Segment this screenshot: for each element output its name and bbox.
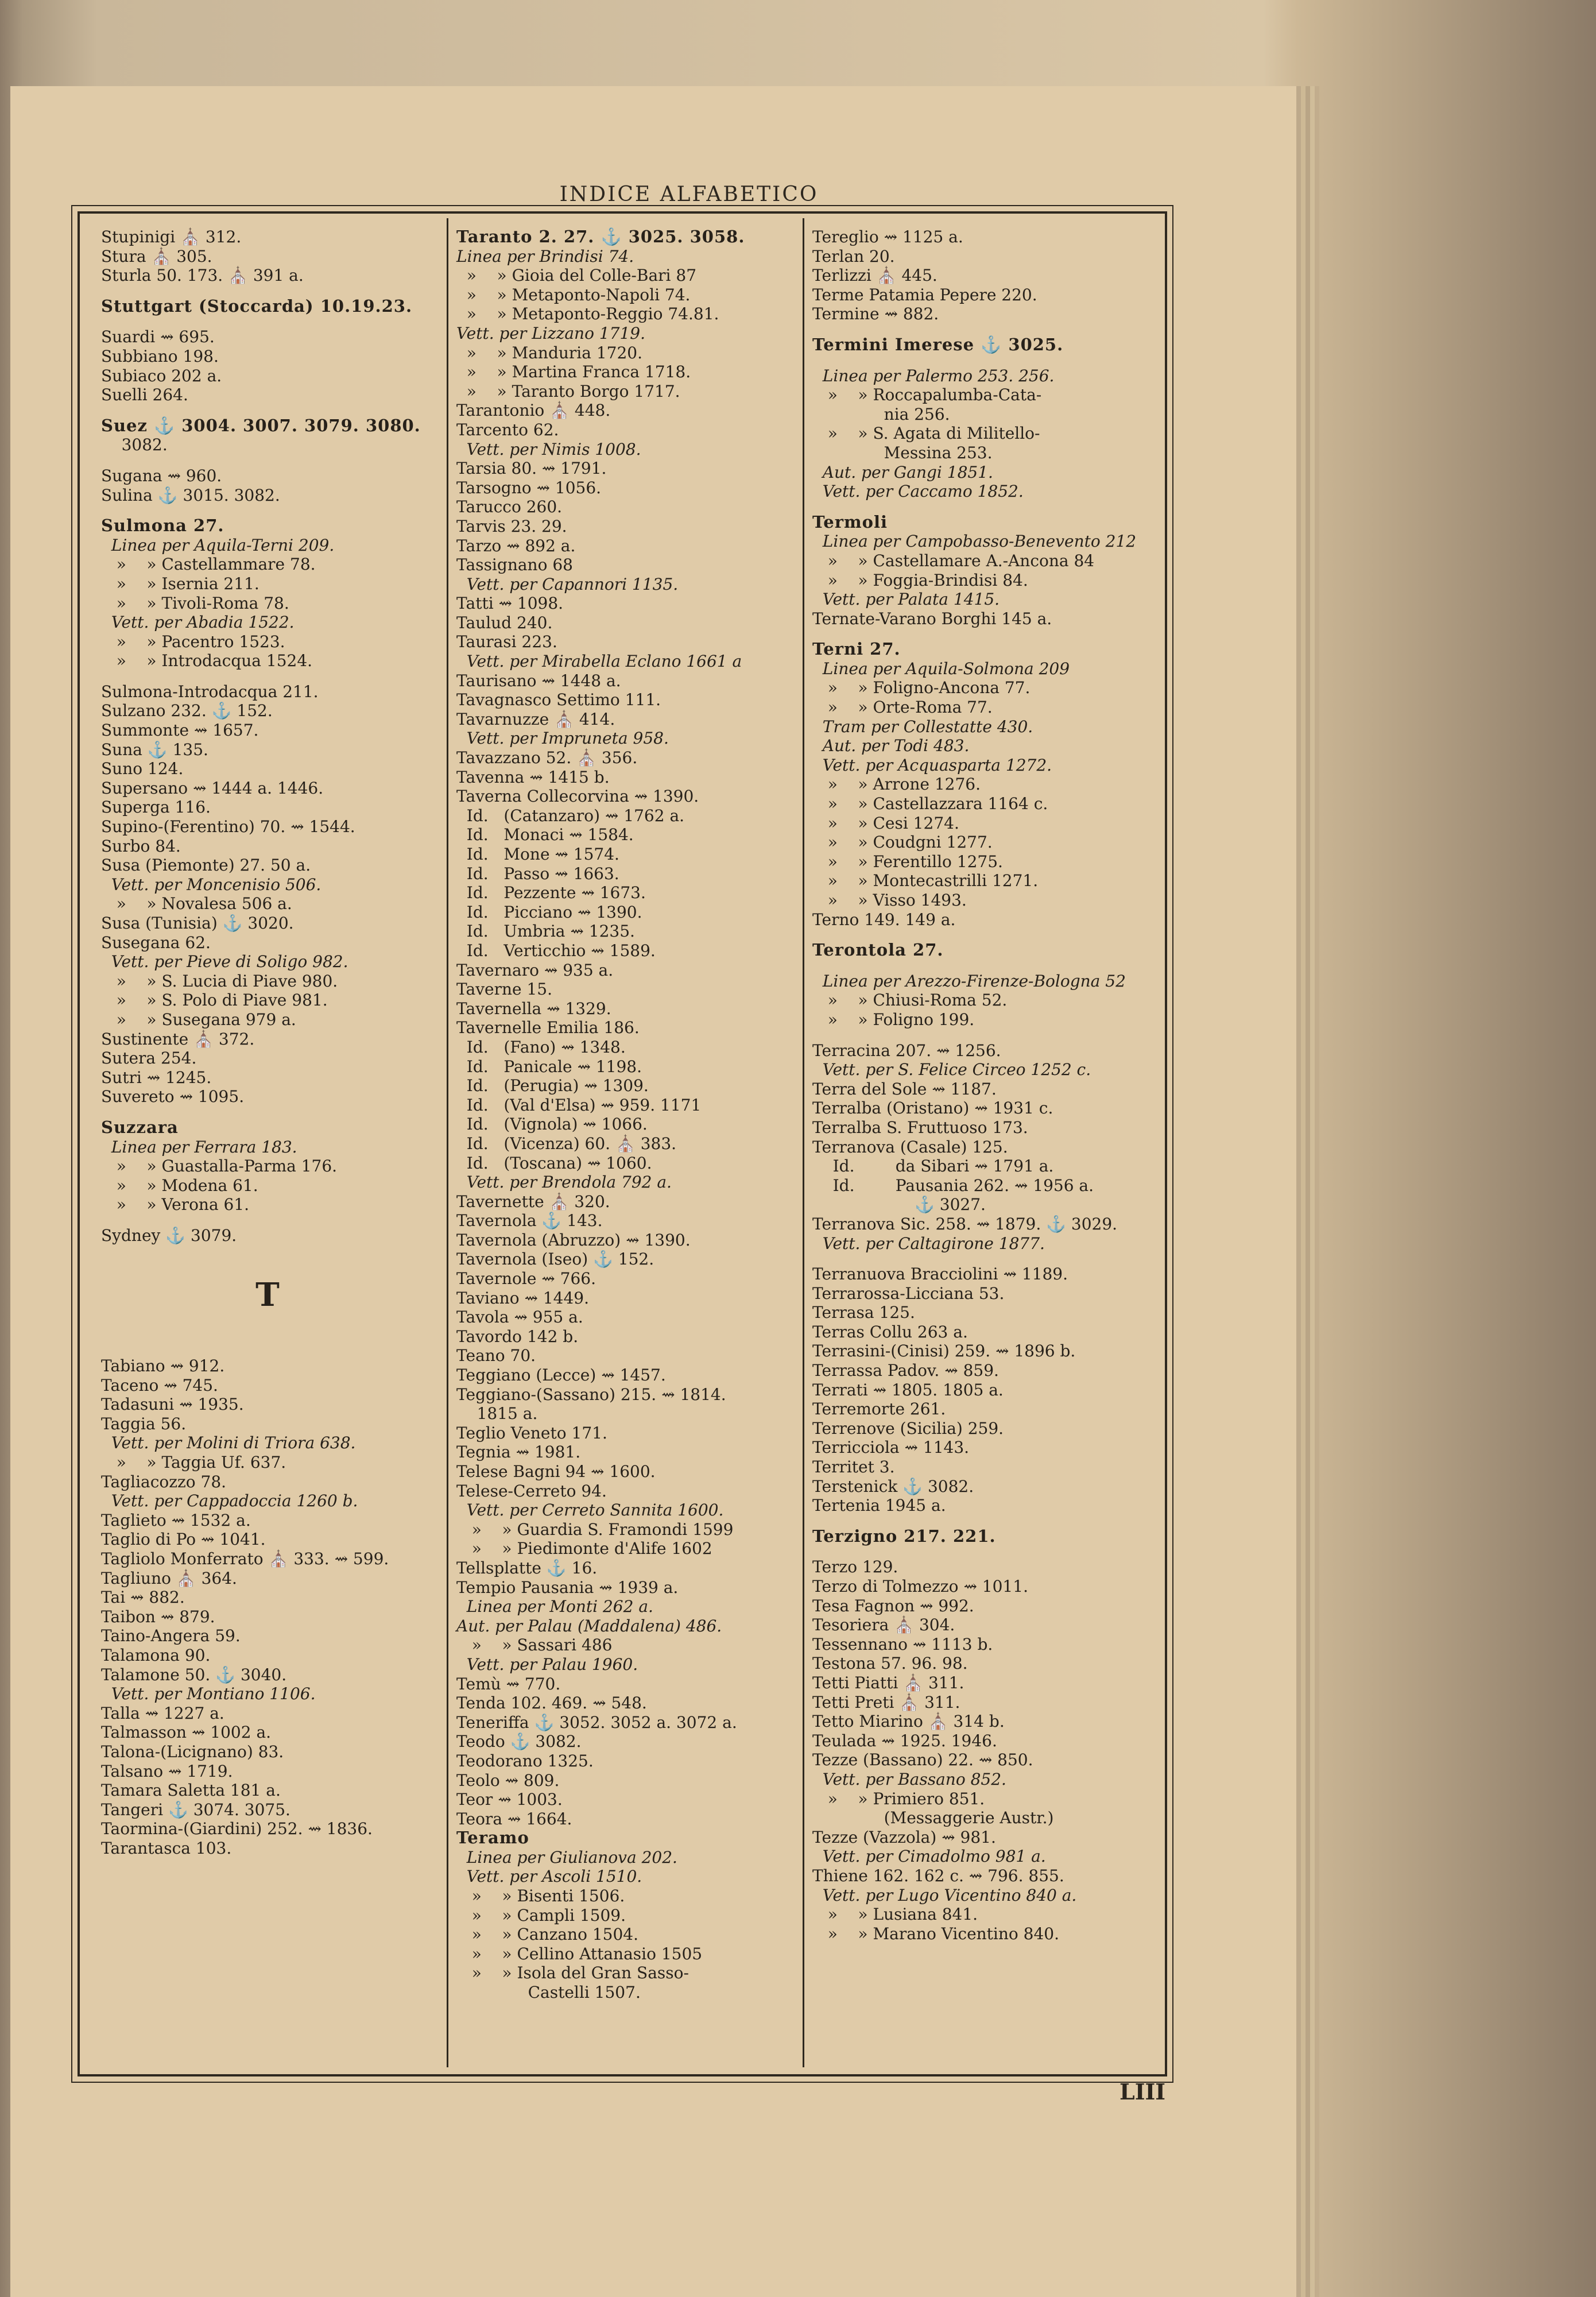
index-entry: Vett. per Mirabella Eclano 1661 a (456, 652, 742, 671)
index-entry: » » Foligno 199. (812, 1010, 975, 1029)
index-entry: Castelli 1507. (456, 1983, 641, 2002)
index-entry: Talmasson ⇝ 1002 a. (101, 1723, 272, 1742)
index-entry: (Messaggerie Austr.) (812, 1808, 1054, 1828)
index-entry: Id. Panicale ⇝ 1198. (456, 1057, 642, 1076)
index-entry: Linea per Giulianova 202. (456, 1847, 677, 1867)
index-entry: Talamone 50. ⚓ 3040. (101, 1665, 287, 1684)
index-entry: Tagliacozzo 78. (101, 1472, 227, 1491)
index-entry: » » Primiero 851. (812, 1789, 985, 1808)
index-entry: Tezze (Bassano) 22. ⇝ 850. (812, 1750, 1033, 1770)
column-divider (803, 218, 804, 2067)
index-entry: » » Ferentillo 1275. (812, 852, 1003, 871)
index-entry: » » Guardia S. Framondi 1599 (456, 1519, 734, 1539)
spacer (101, 1215, 434, 1226)
index-entry: Susa (Tunisia) ⚓ 3020. (101, 914, 294, 933)
index-entry: Tai ⇝ 882. (101, 1588, 185, 1607)
index-entry: Vett. per Palau 1960. (456, 1654, 638, 1674)
section-letter: T (255, 1275, 280, 1314)
index-entry: Vett. per Bassano 852. (812, 1769, 1006, 1789)
index-entry: Sydney ⚓ 3079. (101, 1225, 237, 1245)
index-entry: Subiaco 202 a. (101, 366, 222, 385)
index-entry: Telese-Cerreto 94. (456, 1481, 607, 1501)
index-entry: Terlan 20. (812, 246, 895, 266)
index-entry: Teulada ⇝ 1925. 1946. (812, 1731, 997, 1750)
index-entry: 3082. (101, 435, 168, 455)
index-entry: Supersano ⇝ 1444 a. 1446. (101, 778, 324, 798)
index-entry: Taggia 56. (101, 1414, 187, 1433)
index-entry: Suelli 264. (101, 385, 188, 405)
index-entry: Taverna Collecorvina ⇝ 1390. (456, 787, 699, 806)
index-entry: Taurasi 223. (456, 632, 557, 652)
index-entry: Tarantonio ⛪ 448. (456, 401, 611, 420)
spacer (101, 285, 434, 297)
index-entry: Taglieto ⇝ 1532 a. (101, 1510, 251, 1530)
index-heading: Terzigno 217. 221. (812, 1526, 996, 1546)
index-heading: Termoli (812, 512, 888, 532)
index-entry: Tarcento 62. (456, 420, 559, 439)
index-entry: Tavarnuzze ⛪ 414. (456, 709, 615, 729)
index-entry: » » Foligno-Ancona 77. (812, 678, 1031, 698)
column-left (101, 227, 434, 1858)
index-entry: Tetto Miarino ⛪ 314 b. (812, 1712, 1005, 1731)
index-entry: Vett. per Nimis 1008. (456, 439, 641, 459)
index-entry: Tassignano 68 (456, 555, 573, 575)
index-entry: » » Isernia 211. (101, 574, 259, 593)
index-entry: Teor ⇝ 1003. (456, 1790, 563, 1809)
index-entry: Id. Verticchio ⇝ 1589. (456, 941, 656, 960)
index-entry: Id. Mone ⇝ 1574. (456, 845, 619, 864)
index-entry: Terrasini-(Cinisi) 259. ⇝ 1896 b. (812, 1341, 1076, 1361)
index-entry: » » Cesi 1274. (812, 813, 959, 833)
index-entry: Linea per Ferrara 183. (101, 1137, 297, 1157)
index-entry: Taviano ⇝ 1449. (456, 1288, 589, 1308)
index-entry: » » Castellazzara 1164 c. (812, 794, 1048, 814)
index-entry: Talona-(Licignano) 83. (101, 1742, 284, 1761)
index-entry: » » Chiusi-Roma 52. (812, 991, 1008, 1010)
index-entry: Susegana 62. (101, 933, 211, 952)
index-entry: Teolo ⇝ 809. (456, 1770, 560, 1790)
index-entry: Tatti ⇝ 1098. (456, 594, 564, 613)
index-entry: Tellsplatte ⚓ 16. (456, 1558, 598, 1577)
index-entry: Tavernola ⚓ 143. (456, 1211, 603, 1231)
index-entry: Terralba (Oristano) ⇝ 1931 c. (812, 1099, 1053, 1118)
spacer (101, 1107, 434, 1118)
index-entry: Id. (Fano) ⇝ 1348. (456, 1037, 626, 1057)
index-entry: Vett. per Molini di Triora 638. (101, 1433, 356, 1453)
index-entry: Tavola ⇝ 955 a. (456, 1308, 583, 1327)
index-entry: Tamara Saletta 181 a. (101, 1781, 281, 1800)
index-entry: Terremorte 261. (812, 1399, 946, 1419)
index-entry: Id. (Val d'Elsa) ⇝ 959. 1171 (456, 1095, 702, 1115)
index-entry: Tavernola (Iseo) ⚓ 152. (456, 1250, 654, 1269)
index-entry: Taulud 240. (456, 613, 553, 632)
index-entry: Linea per Arezzo-Firenze-Bologna 52 (812, 971, 1126, 991)
index-entry: Superga 116. (101, 798, 211, 817)
spacer (812, 355, 1160, 366)
index-entry: Id. (Vicenza) 60. ⛪ 383. (456, 1134, 677, 1153)
index-entry: Talamona 90. (101, 1646, 211, 1665)
index-entry: Tavernelle Emilia 186. (456, 1018, 640, 1038)
index-entry: Sutera 254. (101, 1049, 197, 1068)
index-entry: Tessennano ⇝ 1113 b. (812, 1634, 993, 1654)
index-entry: Tesoriera ⛪ 304. (812, 1615, 955, 1635)
index-entry: Teggiano (Lecce) ⇝ 1457. (456, 1366, 666, 1385)
index-heading: Teramo (456, 1828, 529, 1848)
index-entry: Tarsogno ⇝ 1056. (456, 478, 602, 497)
index-entry: Id. Pezzente ⇝ 1673. (456, 883, 646, 903)
index-heading: Suez ⚓ 3004. 3007. 3079. 3080. (101, 415, 421, 435)
index-entry: Id. (Catanzaro) ⇝ 1762 a. (456, 806, 685, 825)
index-entry: » » Pacentro 1523. (101, 632, 285, 651)
index-entry: Sturla 50. 173. ⛪ 391 a. (101, 266, 304, 285)
index-entry: » » Taggia Uf. 637. (101, 1453, 286, 1472)
index-entry: Teora ⇝ 1664. (456, 1809, 572, 1828)
index-entry: Tarvis 23. 29. (456, 516, 567, 536)
index-entry: Terricciola ⇝ 1143. (812, 1438, 970, 1457)
index-entry: Id. Picciano ⇝ 1390. (456, 902, 642, 922)
index-entry: » » Sassari 486 (456, 1635, 613, 1655)
spacer (812, 1546, 1160, 1557)
index-entry: Teodo ⚓ 3082. (456, 1732, 582, 1751)
index-entry: Susa (Piemonte) 27. 50 a. (101, 856, 311, 875)
index-entry: Talsano ⇝ 1719. (101, 1761, 233, 1781)
index-entry: » » Guastalla-Parma 176. (101, 1157, 338, 1176)
index-entry: Taino-Angera 59. (101, 1626, 241, 1646)
index-entry: » » S. Polo di Piave 981. (101, 991, 328, 1010)
column-middle (456, 227, 801, 2002)
index-entry: Aut. per Palau (Maddalena) 486. (456, 1616, 722, 1635)
index-entry: Id. Monaci ⇝ 1584. (456, 825, 634, 845)
spacer (101, 505, 434, 516)
index-entry: Tavernella ⇝ 1329. (456, 999, 611, 1018)
index-entry: Tertenia 1945 a. (812, 1496, 946, 1515)
index-entry: » » Coudgni 1277. (812, 833, 993, 852)
index-entry: Taglio di Po ⇝ 1041. (101, 1530, 266, 1549)
index-entry: Linea per Aquila-Solmona 209 (812, 659, 1070, 678)
index-entry: Vett. per S. Felice Circeo 1252 c. (812, 1060, 1091, 1080)
index-entry: Vett. per Pieve di Soligo 982. (101, 952, 348, 972)
index-entry: Sulmona-Introdacqua 211. (101, 682, 319, 701)
index-entry: Tram per Collestatte 430. (812, 717, 1033, 736)
index-entry: » » Novalesa 506 a. (101, 894, 292, 914)
index-entry: » » Metaponto-Reggio 74.81. (456, 304, 719, 324)
index-entry: Id. (Perugia) ⇝ 1309. (456, 1076, 649, 1096)
spacer (101, 455, 434, 466)
index-entry: » » Metaponto-Napoli 74. (456, 285, 691, 304)
index-entry: Tetti Preti ⛪ 311. (812, 1692, 960, 1712)
index-entry: Taceno ⇝ 745. (101, 1375, 218, 1395)
index-entry: Terrasa 125. (812, 1303, 915, 1322)
spacer (101, 671, 434, 682)
index-entry: Vett. per Palata 1415. (812, 590, 1000, 609)
index-entry: Supino-(Ferentino) 70. ⇝ 1544. (101, 817, 355, 837)
index-entry: Temù ⇝ 770. (456, 1674, 561, 1693)
index-entry: Tavernole ⇝ 766. (456, 1269, 596, 1289)
index-entry: » » Foggia-Brindisi 84. (812, 570, 1028, 590)
index-entry: Stupinigi ⛪ 312. (101, 227, 242, 246)
index-entry: » » Isola del Gran Sasso- (456, 1963, 689, 1983)
index-entry: Territet 3. (812, 1457, 895, 1477)
index-entry: Terranuova Bracciolini ⇝ 1189. (812, 1264, 1068, 1284)
spacer (812, 1030, 1160, 1041)
index-entry: Tabiano ⇝ 912. (101, 1356, 225, 1376)
index-entry: Telese Bagni 94 ⇝ 1600. (456, 1462, 656, 1481)
spacer (812, 929, 1160, 941)
index-entry: Messina 253. (812, 443, 993, 462)
index-entry: Linea per Aquila-Terni 209. (101, 535, 335, 555)
index-entry: Vett. per Montiano 1106. (101, 1684, 316, 1704)
index-entry: Tetti Piatti ⛪ 311. (812, 1673, 964, 1692)
index-entry: Terras Collu 263 a. (812, 1322, 968, 1341)
index-heading: Terni 27. (812, 639, 901, 659)
index-entry: Tavernola (Abruzzo) ⇝ 1390. (456, 1230, 691, 1250)
index-entry: Ternate-Varano Borghi 145 a. (812, 609, 1052, 628)
index-entry: Suna ⚓ 135. (101, 740, 208, 759)
index-entry: Testona 57. 96. 98. (812, 1654, 968, 1673)
index-entry: Sulina ⚓ 3015. 3082. (101, 485, 280, 505)
index-entry: Tavagnasco Settimo 111. (456, 690, 661, 710)
index-entry: Terralba S. Fruttuoso 173. (812, 1117, 1028, 1137)
index-entry: » » S. Lucia di Piave 980. (101, 971, 338, 991)
index-entry: Terlizzi ⛪ 445. (812, 266, 938, 285)
index-entry: » » Bisenti 1506. (456, 1886, 625, 1906)
index-entry: Tezze (Vazzola) ⇝ 981. (812, 1827, 996, 1847)
spacer (812, 324, 1160, 335)
index-entry: Id. (Vignola) ⇝ 1066. (456, 1115, 648, 1134)
index-entry: nia 256. (812, 404, 950, 424)
index-entry: Surbo 84. (101, 836, 181, 856)
index-entry: Taverne 15. (456, 980, 553, 999)
index-entry: Sulzano 232. ⚓ 152. (101, 701, 273, 721)
index-entry: » » Roccapalumba-Cata- (812, 385, 1042, 405)
index-entry: » » Manduria 1720. (456, 343, 643, 362)
spacer (812, 501, 1160, 513)
index-entry: Suno 124. (101, 759, 184, 779)
index-entry: » » Gioia del Colle-Bari 87 (456, 266, 697, 285)
index-entry: Tegnia ⇝ 1981. (456, 1443, 581, 1462)
index-entry: » » Cellino Attanasio 1505 (456, 1944, 703, 1963)
index-entry: Id. Umbria ⇝ 1235. (456, 922, 635, 941)
index-entry: Tesa Fagnon ⇝ 992. (812, 1596, 974, 1615)
page-number: LIII (1119, 2079, 1166, 2105)
index-entry: Aut. per Todi 483. (812, 736, 970, 756)
index-entry: » » Canzano 1504. (456, 1925, 639, 1944)
index-entry: Tadasuni ⇝ 1935. (101, 1395, 244, 1414)
index-entry: » » Arrone 1276. (812, 775, 981, 794)
index-entry: Vett. per Caccamo 1852. (812, 482, 1024, 501)
index-entry: Tagliuno ⛪ 364. (101, 1568, 237, 1588)
index-entry: Terracina 207. ⇝ 1256. (812, 1041, 1001, 1060)
index-entry: Vett. per Cimadolmo 981 a. (812, 1847, 1046, 1866)
index-entry: Terzo di Tolmezzo ⇝ 1011. (812, 1577, 1028, 1596)
index-entry: Terrenove (Sicilia) 259. (812, 1418, 1004, 1438)
index-entry: Terra del Sole ⇝ 1187. (812, 1079, 997, 1099)
index-entry: Vett. per Impruneta 958. (456, 729, 669, 748)
index-entry: » » Castellamare A.-Ancona 84 (812, 551, 1095, 570)
index-entry: Teano 70. (456, 1346, 536, 1366)
index-entry: Tarucco 260. (456, 497, 563, 517)
index-heading: Suzzara (101, 1117, 179, 1137)
index-entry: Stura ⛪ 305. (101, 246, 212, 266)
index-entry: Terme Patamia Pepere 220. (812, 285, 1037, 304)
index-entry: Terranova (Casale) 125. (812, 1137, 1008, 1157)
index-entry: » » Tivoli-Roma 78. (101, 593, 289, 613)
index-entry: » » Marano Vicentino 840. (812, 1924, 1060, 1943)
page-header: INDICE ALFABETICO (559, 183, 819, 206)
index-entry: » » Taranto Borgo 1717. (456, 381, 680, 401)
index-entry: » » Montecastrilli 1271. (812, 871, 1039, 891)
index-entry: Linea per Campobasso-Benevento 212 (812, 532, 1137, 551)
index-entry: Teggiano-(Sassano) 215. ⇝ 1814. (456, 1385, 726, 1404)
index-entry: » » Visso 1493. (812, 891, 967, 910)
index-entry: Linea per Palermo 253. 256. (812, 366, 1055, 385)
index-entry: » » Piedimonte d'Alife 1602 (456, 1539, 712, 1559)
index-entry: Taurisano ⇝ 1448 a. (456, 671, 621, 690)
index-entry: Tavernaro ⇝ 935 a. (456, 960, 614, 980)
index-entry: Subbiano 198. (101, 346, 219, 366)
index-entry: Tenda 102. 469. ⇝ 548. (456, 1693, 647, 1713)
index-entry: 1815 a. (456, 1404, 538, 1424)
index-entry: Tempio Pausania ⇝ 1939 a. (456, 1577, 679, 1597)
index-entry: Vett. per Moncenisio 506. (101, 875, 321, 894)
index-entry: Tarzo ⇝ 892 a. (456, 536, 576, 555)
index-entry: » » Modena 61. (101, 1175, 258, 1195)
index-entry: Terno 149. 149 a. (812, 910, 956, 929)
index-entry: » » Martina Franca 1718. (456, 362, 691, 382)
index-entry: Id. (Toscana) ⇝ 1060. (456, 1153, 652, 1173)
index-entry: Id. Passo ⇝ 1663. (456, 864, 619, 883)
index-entry: Tavernette ⛪ 320. (456, 1192, 610, 1211)
index-entry: Vett. per Cerreto Sannita 1600. (456, 1501, 724, 1520)
index-entry: Suvereto ⇝ 1095. (101, 1087, 245, 1107)
index-entry: Sutri ⇝ 1245. (101, 1068, 212, 1087)
index-entry: Tavenna ⇝ 1415 b. (456, 767, 610, 787)
index-entry: Terzo 129. (812, 1557, 898, 1577)
index-entry: Tavazzano 52. ⛪ 356. (456, 748, 638, 768)
index-entry: Vett. per Ascoli 1510. (456, 1867, 642, 1886)
index-entry: » » Lusiana 841. (812, 1905, 978, 1924)
index-entry: Terstenick ⚓ 3082. (812, 1476, 974, 1496)
index-entry: Tangeri ⚓ 3074. 3075. (101, 1800, 290, 1819)
column-right (812, 227, 1160, 1943)
index-entry: » » Orte-Roma 77. (812, 698, 993, 717)
index-entry: Id. Pausania 262. ⇝ 1956 a. (812, 1175, 1094, 1195)
index-entry: Taibon ⇝ 879. (101, 1607, 215, 1626)
index-entry: Vett. per Abadia 1522. (101, 613, 295, 632)
index-entry: Terranova Sic. 258. ⇝ 1879. ⚓ 3029. (812, 1214, 1118, 1233)
index-entry: Tarantasca 103. (101, 1838, 232, 1858)
spacer (812, 628, 1160, 640)
spacer (812, 1515, 1160, 1527)
index-entry: Thiene 162. 162 c. ⇝ 796. 855. (812, 1866, 1064, 1885)
index-entry: Vett. per Brendola 792 a. (456, 1173, 672, 1192)
index-entry: Termine ⇝ 882. (812, 304, 939, 324)
index-entry: Linea per Brindisi 74. (456, 246, 634, 266)
index-entry: Vett. per Capannori 1135. (456, 574, 679, 594)
spacer (812, 960, 1160, 972)
spacer (812, 1253, 1160, 1264)
index-entry: Tarsia 80. ⇝ 1791. (456, 459, 607, 478)
index-entry: Sugana ⇝ 960. (101, 466, 222, 485)
index-entry: Vett. per Lizzano 1719. (456, 323, 645, 343)
index-entry: Tagliolo Monferrato ⛪ 333. ⇝ 599. (101, 1549, 389, 1569)
index-entry: Vett. per Caltagirone 1877. (812, 1233, 1045, 1253)
index-entry: » » Castellammare 78. (101, 555, 316, 574)
index-entry: » » Verona 61. (101, 1195, 250, 1215)
index-heading: Sulmona 27. (101, 516, 224, 536)
index-entry: Taormina-(Giardini) 252. ⇝ 1836. (101, 1819, 373, 1839)
index-entry: Terrarossa-Licciana 53. (812, 1283, 1005, 1303)
index-entry: Vett. per Lugo Vicentino 840 a. (812, 1885, 1077, 1905)
index-entry: Tavordo 142 b. (456, 1327, 579, 1346)
index-heading: Termini Imerese ⚓ 3025. (812, 334, 1064, 354)
index-entry: Terrassa Padov. ⇝ 859. (812, 1361, 999, 1380)
index-entry: Tereglio ⇝ 1125 a. (812, 227, 963, 246)
column-divider (447, 218, 448, 2067)
index-entry: » » Susegana 979 a. (101, 1010, 296, 1029)
index-entry: Vett. per Acquasparta 1272. (812, 755, 1052, 775)
index-entry: Teneriffa ⚓ 3052. 3052 a. 3072 a. (456, 1712, 737, 1732)
index-entry: » » Introdacqua 1524. (101, 651, 313, 671)
index-entry: Teglio Veneto 171. (456, 1423, 607, 1443)
index-heading: Taranto 2. 27. ⚓ 3025. 3058. (456, 227, 745, 246)
index-entry: Teodorano 1325. (456, 1751, 594, 1770)
index-entry: » » S. Agata di Militello- (812, 424, 1040, 443)
index-entry: » » Campli 1509. (456, 1905, 626, 1925)
index-entry: Talla ⇝ 1227 a. (101, 1703, 224, 1723)
index-heading: Terontola 27. (812, 940, 944, 960)
index-entry: Aut. per Gangi 1851. (812, 462, 993, 482)
index-entry: Terrati ⇝ 1805. 1805 a. (812, 1380, 1004, 1399)
spacer (101, 316, 434, 327)
index-entry: Suardi ⇝ 695. (101, 327, 215, 347)
index-heading: Stuttgart (Stoccarda) 10.19.23. (101, 296, 413, 316)
index-entry: Linea per Monti 262 a. (456, 1597, 653, 1617)
index-entry: Vett. per Cappadoccia 1260 b. (101, 1491, 358, 1511)
spacer (101, 405, 434, 416)
index-entry: Summonte ⇝ 1657. (101, 721, 259, 740)
index-entry: Id. da Sibari ⇝ 1791 a. (812, 1157, 1054, 1176)
index-entry: Sustinente ⛪ 372. (101, 1029, 255, 1049)
index-entry: ⚓ 3027. (812, 1195, 986, 1215)
